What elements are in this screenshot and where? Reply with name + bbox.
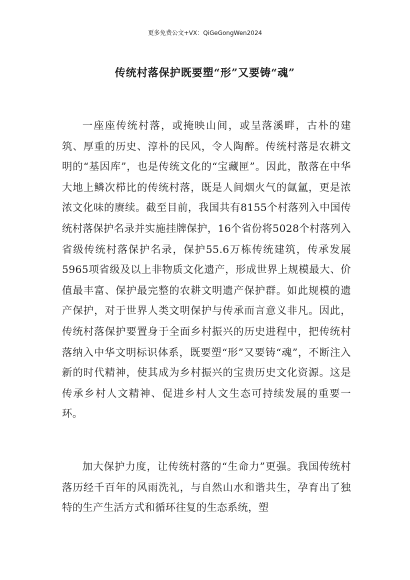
paragraph-1: 一座座传统村落，或掩映山间，或呈落溪畔，古朴的建筑、厚重的历史、淳朴的民风，令人陶醉。传统村落是农耕文明的“基因库”，也是传统文化的“宝藏匣”。因此，散落在中华大地上鳞次栉比的传统村落，既是人间烟火气的氤氲，更是浓浓文化味的赓续。截至目前，我国共有8155个村落列入中国传统村落保护名录并实施挂牌保护，16个省份将5028个村落列入省级传统村落保护名录，保护55.6万栋传统建筑，传承发展5965项省级及以上非物质文化遗产，形成世界上规模最大、价值最丰富、保护最完整的农耕文明遗产保护群。如此规模的遗产保护，对于世界人类文明保护与传承而言意义非凡。因此，传统村落保护要置身于全面乡村振兴的历史进程中，把传统村落纳入中华文明标识体系，既要塑“形”又要铸“魂”，不断注入新的时代精神，使其成为乡村振兴的宝贵历史文化资源。这是传承乡村人文精神、促进乡村人文生态可持续发展的重要一环。 [62, 121, 351, 421]
page-header: 更多免费公文+VX：QiGeGongWen2024 [147, 30, 263, 37]
paragraph-2: 加大保护力度，让传统村落的“生命力”更强。我国传统村落历经千百年的风雨洗礼，与自然山水和谐共生，孕育出了独特的生产生活方式和循环往复的生态系统，塑 [62, 462, 351, 515]
document-title: 传统村落保护既要塑“形”又要铸“魂” [114, 67, 296, 79]
